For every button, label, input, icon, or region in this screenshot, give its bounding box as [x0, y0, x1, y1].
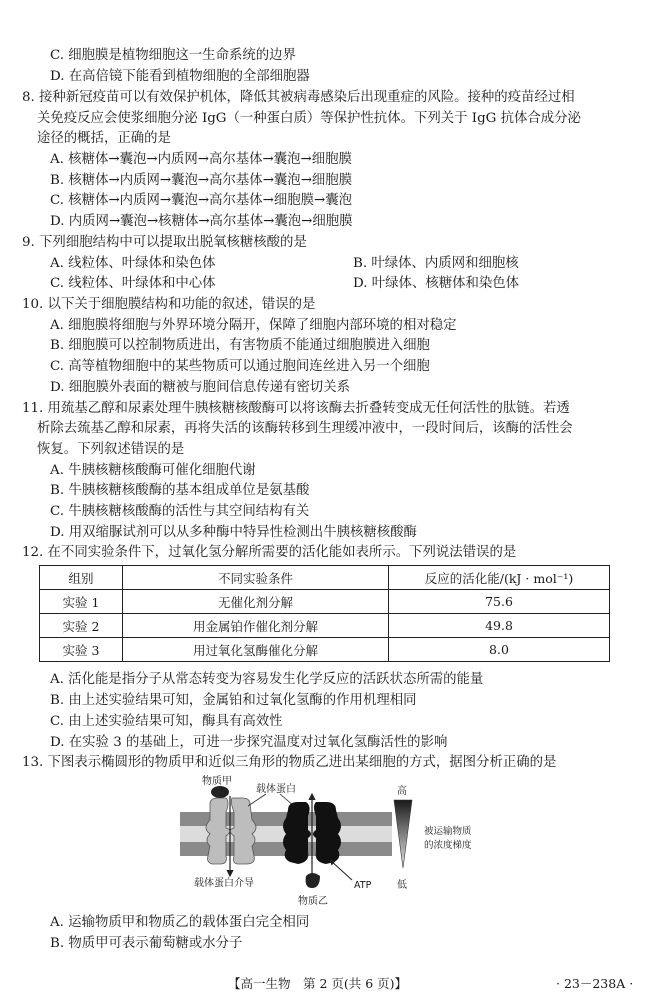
carrier-pointer-left [248, 794, 266, 806]
table-cell: 无催化剂分解 [123, 590, 389, 614]
q12-option-d: D. 在实验 3 的基础上，可进一步探究温度对过氧化氢酶活性的影响 [50, 735, 448, 750]
table-cell: 用过氧化氢酶催化分解 [123, 638, 389, 662]
q8-option-d: D. 内质网→囊泡→核糖体→高尔基体→囊泡→细胞膜 [50, 214, 353, 229]
label-substance-jia: 物质甲 [202, 776, 232, 787]
q8-option-b: B. 核糖体→内质网→囊泡→高尔基体→囊泡→细胞膜 [50, 173, 353, 188]
table-header-row [40, 566, 610, 590]
q8-option-a: A. 核糖体→囊泡→内质网→高尔基体→囊泡→细胞膜 [50, 152, 352, 167]
table-cell: 实验 2 [40, 614, 123, 638]
q10-option-c: C. 高等植物细胞中的某些物质可以通过胞间连丝进入另一个细胞 [50, 359, 430, 374]
q9-option-b: B. 叶绿体、内质网和细胞核 [353, 256, 519, 271]
q9-option-c: C. 线粒体、叶绿体和中心体 [50, 276, 216, 291]
table-cell: 49.8 [389, 614, 610, 638]
carrier-pointer-right [280, 794, 294, 806]
q12-option-b: B. 由上述实验结果可知，金属铂和过氧化氢酶的作用机理相同 [50, 693, 417, 708]
concentration-gradient-wedge [394, 800, 412, 868]
table-cell: 实验 1 [40, 590, 123, 614]
page-footer-code: · 23－238A · [556, 976, 634, 991]
activation-energy-table [39, 565, 610, 662]
q12-stem: 12. 在不同实验条件下，过氧化氢分解所需要的活化能如表所示。下列说法错误的是 [22, 545, 517, 560]
q11-stem-line2: 析除去巯基乙醇和尿素，再将失活的该酶转移到生理缓冲液中，一段时间后，该酶的活性会 [37, 421, 573, 436]
q9-stem: 9. 下列细胞结构中可以提取出脱氧核糖核酸的是 [22, 235, 307, 250]
table-header-group: 组别 [40, 566, 123, 590]
label-gradient-line2: 的浓度梯度 [424, 840, 472, 851]
table-cell: 75.6 [389, 590, 610, 614]
label-carrier-mediated: 载体蛋白介导 [194, 878, 254, 889]
substance-jia-ellipse [211, 786, 229, 798]
q10-option-a: A. 细胞膜将细胞与外界环境分隔开，保障了细胞内部环境的相对稳定 [50, 318, 457, 333]
table-header-energy: 反应的活化能/(kJ · mol⁻¹) [389, 566, 610, 590]
label-atp: ATP [354, 880, 372, 891]
q11-option-b: B. 牛胰核糖核酸酶的基本组成单位是氨基酸 [50, 483, 310, 498]
q10-stem: 10. 以下关于细胞膜结构和功能的叙述，错误的是 [22, 297, 316, 312]
table-cell: 实验 3 [40, 638, 123, 662]
q8-option-c: C. 核糖体→内质网→囊泡→高尔基体→细胞膜→囊泡 [50, 193, 353, 208]
table-row [40, 590, 610, 614]
substance-yi-shape [306, 873, 320, 888]
label-high: 高 [397, 786, 407, 797]
label-carrier-protein: 载体蛋白 [256, 784, 296, 795]
page-footer-center: 【高一生物 第 2 页(共 6 页)】 [228, 976, 408, 991]
table-header-condition: 不同实验条件 [123, 566, 389, 590]
atp-arrow [330, 860, 352, 880]
table-row [40, 614, 610, 638]
label-substance-yi: 物质乙 [298, 896, 328, 907]
membrane-transport-diagram [180, 772, 490, 910]
q13-stem: 13. 下图表示椭圆形的物质甲和近似三角形的物质乙进出某细胞的方式，据图分析正确的是 [22, 755, 557, 770]
q13-option-a: A. 运输物质甲和物质乙的载体蛋白完全相同 [50, 915, 310, 930]
q10-option-d: D. 细胞膜外表面的糖被与胞间信息传递有密切关系 [50, 380, 350, 395]
q8-stem-line1: 8. 接种新冠疫苗可以有效保护机体，降低其被病毒感染后出现重症的风险。接种的疫苗经过相 [22, 90, 575, 105]
q11-stem-line1: 11. 用巯基乙醇和尿素处理牛胰核糖核酸酶可以将该酶去折叠转变成无任何活性的肽链。若透 [22, 401, 570, 416]
q11-option-c: C. 牛胰核糖核酸酶的活性与其空间结构有关 [50, 504, 310, 519]
q9-option-a: A. 线粒体、叶绿体和染色体 [50, 256, 216, 271]
q8-stem-line2: 关免疫反应会使浆细胞分泌 IgG（一种蛋白质）等保护性抗体。下列关于 IgG 抗体合成分泌 [37, 111, 581, 126]
label-low: 低 [397, 880, 407, 891]
table-cell: 用金属铂作催化剂分解 [123, 614, 389, 638]
q11-stem-line3: 恢复。下列叙述错误的是 [37, 442, 185, 457]
q9-option-d: D. 叶绿体、核糖体和染色体 [353, 276, 520, 291]
q12-option-c: C. 由上述实验结果可知，酶具有高效性 [50, 714, 283, 729]
q12-option-a: A. 活化能是指分子从常态转变为容易发生化学反应的活跃状态所需的能量 [50, 672, 484, 687]
table-cell: 8.0 [389, 638, 610, 662]
q11-option-d: D. 用双缩脲试剂可以从多种酶中特异性检测出牛胰核糖核酸酶 [50, 525, 417, 540]
table-row [40, 638, 610, 662]
q11-option-a: A. 牛胰核糖核酸酶可催化细胞代谢 [50, 463, 256, 478]
q8-stem-line3: 途径的概括，正确的是 [37, 131, 171, 146]
q10-option-b: B. 细胞膜可以控制物质进出，有害物质不能通过细胞膜进入细胞 [50, 338, 430, 353]
label-gradient-line1: 被运输物质 [424, 826, 472, 837]
q7-option-d: D. 在高倍镜下能看到植物细胞的全部细胞器 [50, 69, 310, 84]
q7-option-c: C. 细胞膜是植物细胞这一生命系统的边界 [50, 48, 296, 63]
q13-option-b: B. 物质甲可表示葡萄糖或水分子 [50, 936, 243, 951]
